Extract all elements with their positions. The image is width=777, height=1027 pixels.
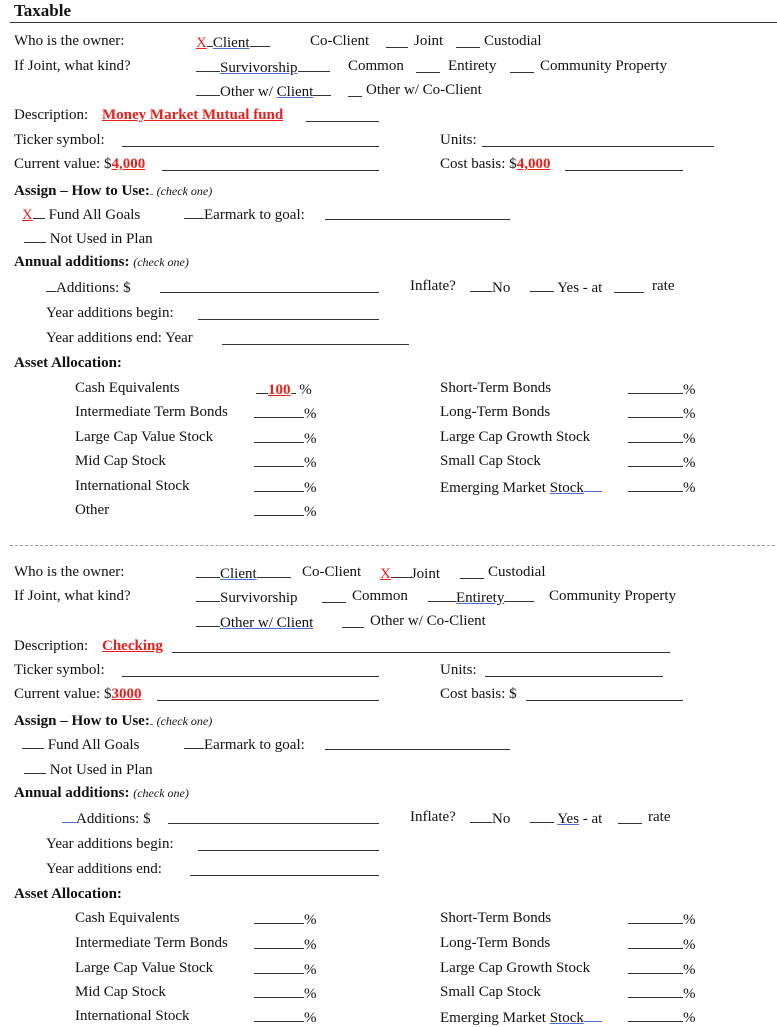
alloc-small-cap-field[interactable]: % (628, 452, 696, 472)
ticker-label: Ticker symbol: (14, 132, 105, 148)
description-value[interactable]: Money Market Mutual fund (102, 107, 284, 123)
owner-client-option-2[interactable]: Client (196, 563, 291, 583)
cost-basis-value[interactable]: 4,000 (516, 156, 551, 172)
alloc-cash-field-2[interactable]: % (254, 909, 317, 929)
owner-coclient-option-2[interactable]: Co-Client (302, 564, 362, 580)
inflate-label: Inflate? (410, 278, 456, 294)
year-begin-input-2[interactable] (198, 850, 379, 851)
alloc-mid-cap-label: Mid Cap Stock (75, 453, 166, 469)
alloc-short-term-label: Short-Term Bonds (440, 380, 552, 396)
alloc-cash-label-2: Cash Equivalents (75, 910, 180, 926)
annual-additions-heading-2: Annual additions: (check one) (14, 785, 189, 801)
alloc-cash-label: Cash Equivalents (75, 380, 180, 396)
alloc-intermediate-field-2[interactable]: % (254, 934, 317, 954)
rate-label: rate (652, 278, 675, 294)
earmark-option-2[interactable]: Earmark to goal: (184, 734, 305, 754)
joint-community-option[interactable]: Community Property (540, 58, 668, 74)
alloc-long-term-label: Long-Term Bonds (440, 404, 551, 420)
joint-kind-label-2: If Joint, what kind? (14, 588, 131, 604)
joint-other-client-option[interactable]: Other w/ Client (196, 81, 331, 101)
joint-entirety-option[interactable]: Entirety (448, 58, 497, 74)
alloc-intermediate-label: Intermediate Term Bonds (75, 404, 228, 420)
assign-heading: Assign – How to Use: (check one) (14, 180, 212, 200)
inflate-no-option[interactable]: No (470, 277, 510, 297)
alloc-other-label: Other (75, 502, 110, 518)
units-label: Units: (440, 132, 477, 148)
owner-client-option[interactable]: X Client (196, 32, 270, 52)
alloc-emerging-field[interactable]: % (628, 477, 696, 497)
year-end-label: Year additions end: Year (46, 330, 193, 346)
alloc-international-label-2: International Stock (75, 1008, 190, 1024)
alloc-emerging-field-2[interactable]: % (628, 1007, 696, 1027)
inflate-no-option-2[interactable]: No (470, 808, 510, 828)
owner-client-mark: X (196, 35, 207, 51)
units-input-2[interactable] (485, 676, 663, 677)
inflate-rate-input[interactable] (614, 292, 644, 293)
year-begin-input[interactable] (198, 319, 379, 320)
alloc-large-growth-field[interactable]: % (628, 428, 696, 448)
fund-all-goals-option[interactable]: X Fund All Goals (22, 204, 140, 224)
rate-label-2: rate (648, 809, 671, 825)
current-value-2[interactable]: 3000 (111, 686, 142, 702)
owner-custodial-option-2[interactable]: Custodial (488, 564, 546, 580)
alloc-cash-field[interactable]: 100 % (256, 379, 312, 399)
asset-allocation-heading: Asset Allocation: (14, 355, 122, 371)
joint-survivorship-option[interactable]: Survivorship (196, 57, 330, 77)
alloc-large-growth-label: Large Cap Growth Stock (440, 429, 591, 445)
alloc-small-cap-label-2: Small Cap Stock (440, 984, 541, 1000)
section-title: Taxable (14, 1, 72, 20)
alloc-large-value-label: Large Cap Value Stock (75, 429, 214, 445)
inflate-yes-option[interactable]: Yes - at (530, 277, 602, 297)
alloc-short-term-field-2[interactable]: % (628, 909, 696, 929)
earmark-goal-input-2[interactable] (325, 749, 510, 750)
alloc-long-term-label-2: Long-Term Bonds (440, 935, 551, 951)
alloc-long-term-field-2[interactable]: % (628, 934, 696, 954)
description-label: Description: (14, 107, 89, 123)
additions-input[interactable] (160, 292, 379, 293)
description-value-2[interactable]: Checking (102, 638, 163, 654)
alloc-intermediate-label-2: Intermediate Term Bonds (75, 935, 228, 951)
owner-joint-option-2[interactable]: X Joint (380, 563, 440, 583)
alloc-short-term-label-2: Short-Term Bonds (440, 910, 552, 926)
ticker-input-2[interactable] (122, 676, 379, 677)
owner-coclient-option[interactable]: Co-Client (310, 33, 370, 49)
owner-joint-option[interactable]: Joint (414, 33, 444, 49)
inflate-yes-option-2[interactable]: Yes - at (530, 808, 602, 828)
year-end-label-2: Year additions end: (46, 861, 162, 877)
joint-other-coclient-option[interactable]: Other w/ Co-Client (366, 82, 482, 98)
cost-basis-label: Cost basis: $4,000 (440, 156, 551, 172)
alloc-large-value-label-2: Large Cap Value Stock (75, 960, 214, 976)
alloc-international-field-2[interactable]: % (254, 1007, 317, 1027)
alloc-small-cap-label: Small Cap Stock (440, 453, 541, 469)
joint-common-option-2[interactable]: Common (352, 588, 408, 604)
additions-label: Additions: $ (46, 277, 131, 297)
alloc-mid-cap-field-2[interactable]: % (254, 983, 317, 1003)
inflate-rate-input-2[interactable] (618, 823, 642, 824)
alloc-large-value-field[interactable]: % (254, 428, 317, 448)
current-value-label-2: Current value: $3000 (14, 686, 142, 702)
joint-other-coclient-option-2[interactable]: Other w/ Co-Client (370, 613, 486, 629)
current-value-label: Current value: $4,000 (14, 156, 146, 172)
alloc-mid-cap-label-2: Mid Cap Stock (75, 984, 166, 1000)
alloc-large-value-field-2[interactable]: % (254, 959, 317, 979)
description-label-2: Description: (14, 638, 89, 654)
current-value[interactable]: 4,000 (111, 156, 146, 172)
joint-survivorship-option-2[interactable]: Survivorship (196, 587, 298, 607)
alloc-long-term-field[interactable]: % (628, 403, 696, 423)
year-begin-label-2: Year additions begin: (46, 836, 174, 852)
joint-kind-label: If Joint, what kind? (14, 58, 131, 74)
alloc-other-field[interactable]: % (254, 501, 317, 521)
year-begin-label: Year additions begin: (46, 305, 174, 321)
inflate-label-2: Inflate? (410, 809, 456, 825)
earmark-option[interactable]: Earmark to goal: (184, 204, 305, 224)
year-end-input-2[interactable] (190, 875, 379, 876)
section-divider (10, 545, 775, 546)
annual-additions-heading: Annual additions: (check one) (14, 254, 189, 270)
ticker-input[interactable] (122, 146, 379, 147)
header-rule (10, 22, 777, 23)
owner-label: Who is the owner: (14, 33, 125, 49)
units-label-2: Units: (440, 662, 477, 678)
assign-heading-2: Assign – How to Use: (check one) (14, 710, 212, 730)
earmark-goal-input[interactable] (325, 219, 510, 220)
alloc-emerging-label-2: Emerging Market Stock (440, 1007, 602, 1027)
joint-community-option-2[interactable]: Community Property (549, 588, 677, 604)
joint-entirety-option-2[interactable]: Entirety (428, 587, 534, 607)
alloc-small-cap-field-2[interactable]: % (628, 983, 696, 1003)
joint-other-client-option-2[interactable]: Other w/ Client (196, 612, 313, 632)
joint-common-option[interactable]: Common (348, 58, 404, 74)
not-used-option-2[interactable]: Not Used in Plan (24, 759, 153, 779)
cost-basis-label-2: Cost basis: $ (440, 686, 517, 702)
cost-basis-input-2[interactable] (526, 700, 683, 701)
alloc-international-field[interactable]: % (254, 477, 317, 497)
units-input[interactable] (482, 146, 714, 147)
additions-input-2[interactable] (168, 823, 379, 824)
alloc-intermediate-field[interactable]: % (254, 403, 317, 423)
not-used-option[interactable]: Not Used in Plan (24, 228, 153, 248)
alloc-large-growth-label-2: Large Cap Growth Stock (440, 960, 591, 976)
alloc-emerging-label: Emerging Market Stock (440, 477, 602, 497)
alloc-international-label: International Stock (75, 478, 190, 494)
owner-label-2: Who is the owner: (14, 564, 125, 580)
owner-custodial-option[interactable]: Custodial (484, 33, 542, 49)
alloc-large-growth-field-2[interactable]: % (628, 959, 696, 979)
ticker-label-2: Ticker symbol: (14, 662, 105, 678)
year-end-input[interactable] (222, 344, 409, 345)
asset-allocation-heading-2: Asset Allocation: (14, 886, 122, 902)
alloc-mid-cap-field[interactable]: % (254, 452, 317, 472)
additions-label-2: Additions: $ (62, 808, 151, 828)
alloc-short-term-field[interactable]: % (628, 379, 696, 399)
fund-all-goals-option-2[interactable]: Fund All Goals (22, 734, 139, 754)
